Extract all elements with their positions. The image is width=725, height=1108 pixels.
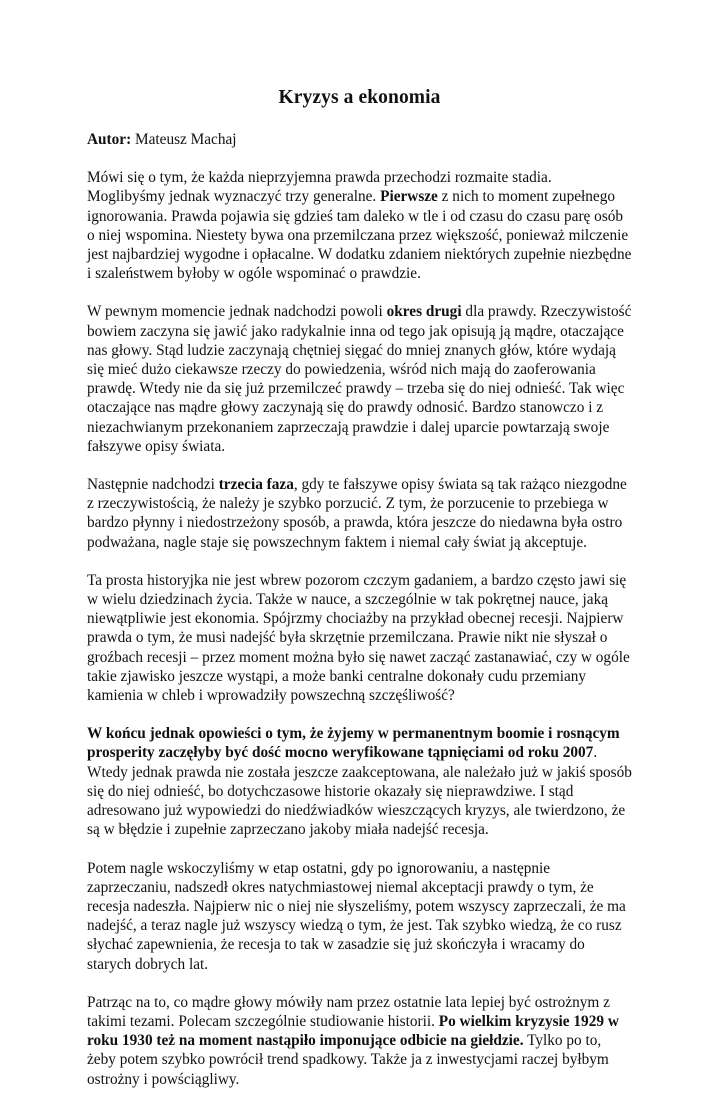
paragraph-5 (87, 724, 632, 839)
paragraph-3 (87, 475, 632, 552)
paragraph-7 (87, 993, 632, 1089)
paragraph-3-bold: trzecia faza (218, 476, 294, 494)
paragraph-4: Ta prosta historyjka nie jest wbrew pozorom czczym gadaniem, a bardzo często jawi się w wielu dziedzinach życia. Także w nauce, a szczególnie w tak pokrętnej nauce, jaką niewątpliwie jest ekonomia. Spójrzmy chociażby na przykład obecnej recesji. Najpierw prawda o tym, że musi nadejść była skrzętnie przemilczana. Prawie nikt nie słyszał o groźbach recesji – przez moment można było się nawet zacząć zastanawiać, czy w ogóle takie zjawisko jeszcze wystąpi, a może banki centralne dokonały cudu przemiany kamienia w chleb i wprowadziły powszechną szczęśliwość? (87, 571, 630, 705)
author-label: Autor: (87, 131, 132, 148)
paragraph-6: Potem nagle wskoczyliśmy w etap ostatni, gdy po ignorowaniu, a następnie zaprzeczaniu, nadszedł okres natychmiastowej niemal akceptacji prawdy o tym, że recesja nadeszła. Najpierw nic o niej nie słyszeliśmy, potem wszyscy zaprzeczali, że ma nadejść, a teraz nagle już wszyscy wiedzą o tym, że jest. Tak szybko wiedzą, że co rusz słychać zapewnienia, że recesja to tak w zasadzie się już skończyła i wracamy do starych dobrych lat. (87, 859, 626, 973)
paragraph-7-text-c: Tylko po to, żeby potem szybko powrócił trend spadkowy. Także ja z inwestycjami raczej byłbym ostrożny i powściągliwy. (87, 1032, 609, 1088)
paragraph-7-text-a: Patrząc na to, co mądre głowy mówiły nam przez ostatnie lata lepiej być ostrożnym z takimi tezami. Polecam szczególnie studiowanie historii. (87, 993, 610, 1030)
paragraph-2-text-a: W pewnym momencie jednak nadchodzi powoli (87, 303, 387, 321)
document-body (87, 86, 632, 1108)
paragraph-1-text-c: z nich to moment zupełnego ignorowania. Prawda pojawia się gdzieś tam daleko w tle i od czasu do czasu parę osób o niej wspomina. Niestety bywa ona przemilczana przez większość, ponieważ milczenie jest najbardziej wygodne i opłacalne. W dodatku zdaniem niektórych zupełnie niezbędne i szaleństwem byłoby w ogóle wspominać o prawdzie. (87, 188, 632, 283)
paragraph-1-text-a: Mówi się o tym, że każda nieprzyjemna prawda przechodzi rozmaite stadia. Moglibyśmy jednak wyznaczyć trzy generalne. (87, 169, 552, 206)
paragraph-1-bold: Pierwsze (380, 188, 438, 206)
paragraph-3-text-c: , gdy te fałszywe opisy świata są tak rażąco niezgodne z rzeczywistością, że należy je szybko porzucić. Z tym, że porzucenie to przebiega w bardzo płynny i niedostrzeżony sposób, a prawda, która jeszcze do niedawna była ostro podważana, nagle staje się powszechnym faktem i niemal cały świat ją akceptuje. (87, 476, 627, 551)
paragraph-5-text-c: . Wtedy jednak prawda nie została jeszcze zaakceptowana, ale należało już w jakiś sposób się do niej odnieść, bo dotychczasowe historie okazały się nieprawdziwe. I stąd adresowano już wypowiedzi do niedźwiadków wieszczących kryzys, ale twierdzono, że są w błędzie i zupełnie zaprzeczano jakoby miała nadejść recesja. (87, 744, 632, 839)
paragraph-3-text-a: Następnie nadchodzi (87, 476, 219, 494)
paragraph-1 (87, 168, 632, 283)
paragraph-2 (87, 302, 632, 456)
author-name: Mateusz Machaj (131, 131, 237, 148)
document-title: Kryzys a ekonomia (278, 87, 441, 108)
paragraph-5-bold: W końcu jednak opowieści o tym, że żyjemy w permanentnym boomie i rosnącym prosperity zaczęłyby być dość mocno weryfikowane tąpnięciami od roku 2007 (87, 725, 620, 762)
paragraph-2-text-c: dla prawdy. Rzeczywistość bowiem zaczyna się jawić jako radykalnie inna od tego jak opisują ją mądre, otaczające nas głowy. Stąd ludzie zaczynają chętniej sięgać do mniej znanych głów, które wydają się mieć dużo ciekawsze rzeczy do powiedzenia, wśród nich mają do zaoferowania prawdę. Wtedy nie da się już przemilczeć prawdy – trzeba się do niej odnieść. Tak więc otaczające nas mądre głowy zaczynają się do prawdy odnosić. Bardzo stanowczo i z niezachwianym przekonaniem zaprzeczają prawdzie i dalej uparcie powtarzają swoje fałszywe opisy świata. (87, 303, 632, 455)
author-line (87, 130, 632, 149)
paragraph-2-bold: okres drugi (386, 303, 462, 321)
paragraph-7-bold: Po wielkim kryzysie 1929 w roku 1930 też na moment nastąpiło imponujące odbicie na giełdzie. (87, 1012, 619, 1050)
